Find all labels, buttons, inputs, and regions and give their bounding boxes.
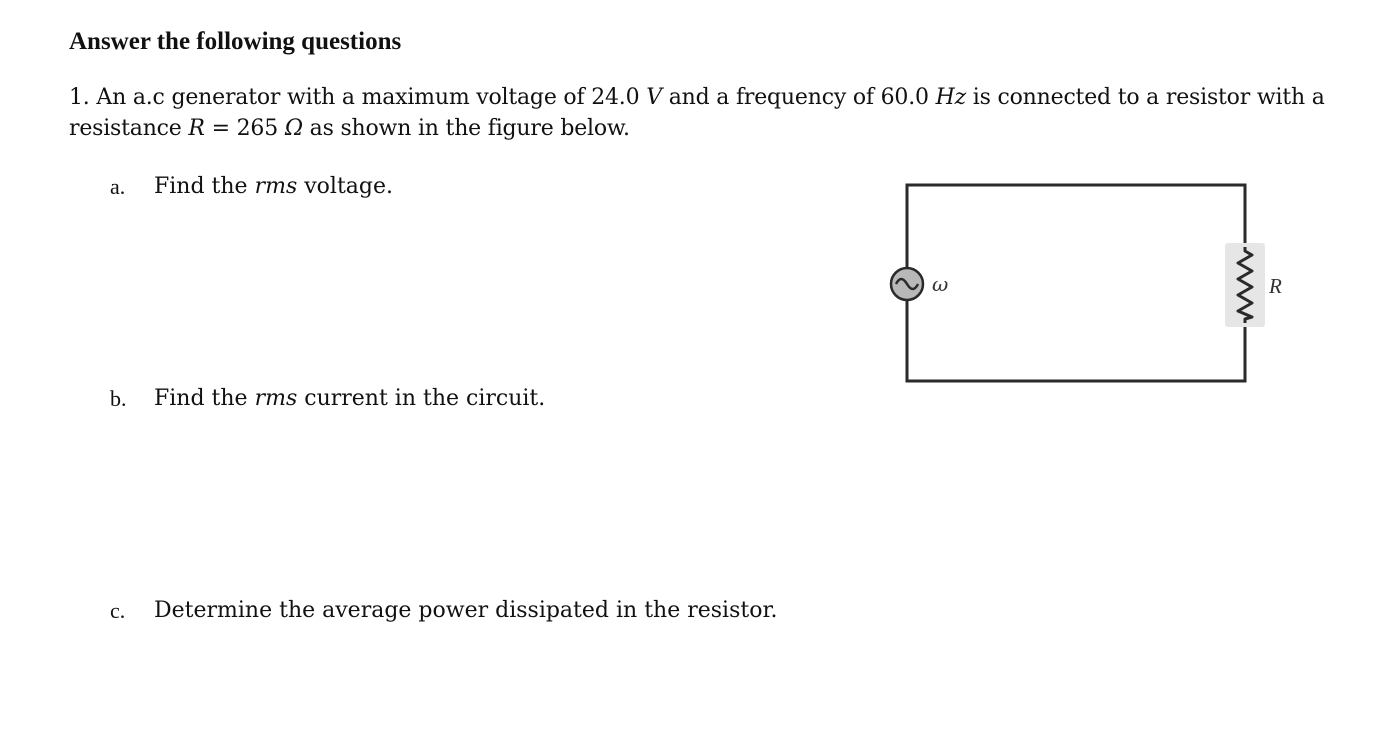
part-c-text: Determine the average power dissipated in the resistor. [154, 598, 778, 623]
part-b-label: b. [110, 386, 127, 411]
circuit-wires [907, 185, 1245, 381]
question-number: 1. [69, 85, 90, 110]
unit-hertz: Hz [935, 85, 966, 110]
source-omega-label: ω [932, 272, 949, 296]
worksheet-heading: Answer the following questions [69, 28, 402, 55]
part-b-text: Find the rms current in the circuit. [154, 386, 546, 411]
circuit-diagram [880, 175, 1300, 395]
part-a-text: Find the rms voltage. [154, 174, 394, 199]
question-1-text: 1. An a.c generator with a maximum voltage of 24.0 V and a frequency of 60.0 Hz is connected to a resistor with a resistance R = 265 Ω as shown in the figure below. [69, 85, 1325, 141]
part-a-label: a. [110, 174, 126, 199]
resistor-r-label: R [1269, 274, 1282, 298]
part-c-label: c. [110, 598, 126, 623]
unit-ohm: Ω [284, 116, 303, 141]
symbol-r: R [188, 116, 205, 141]
unit-volts: V [646, 85, 662, 110]
